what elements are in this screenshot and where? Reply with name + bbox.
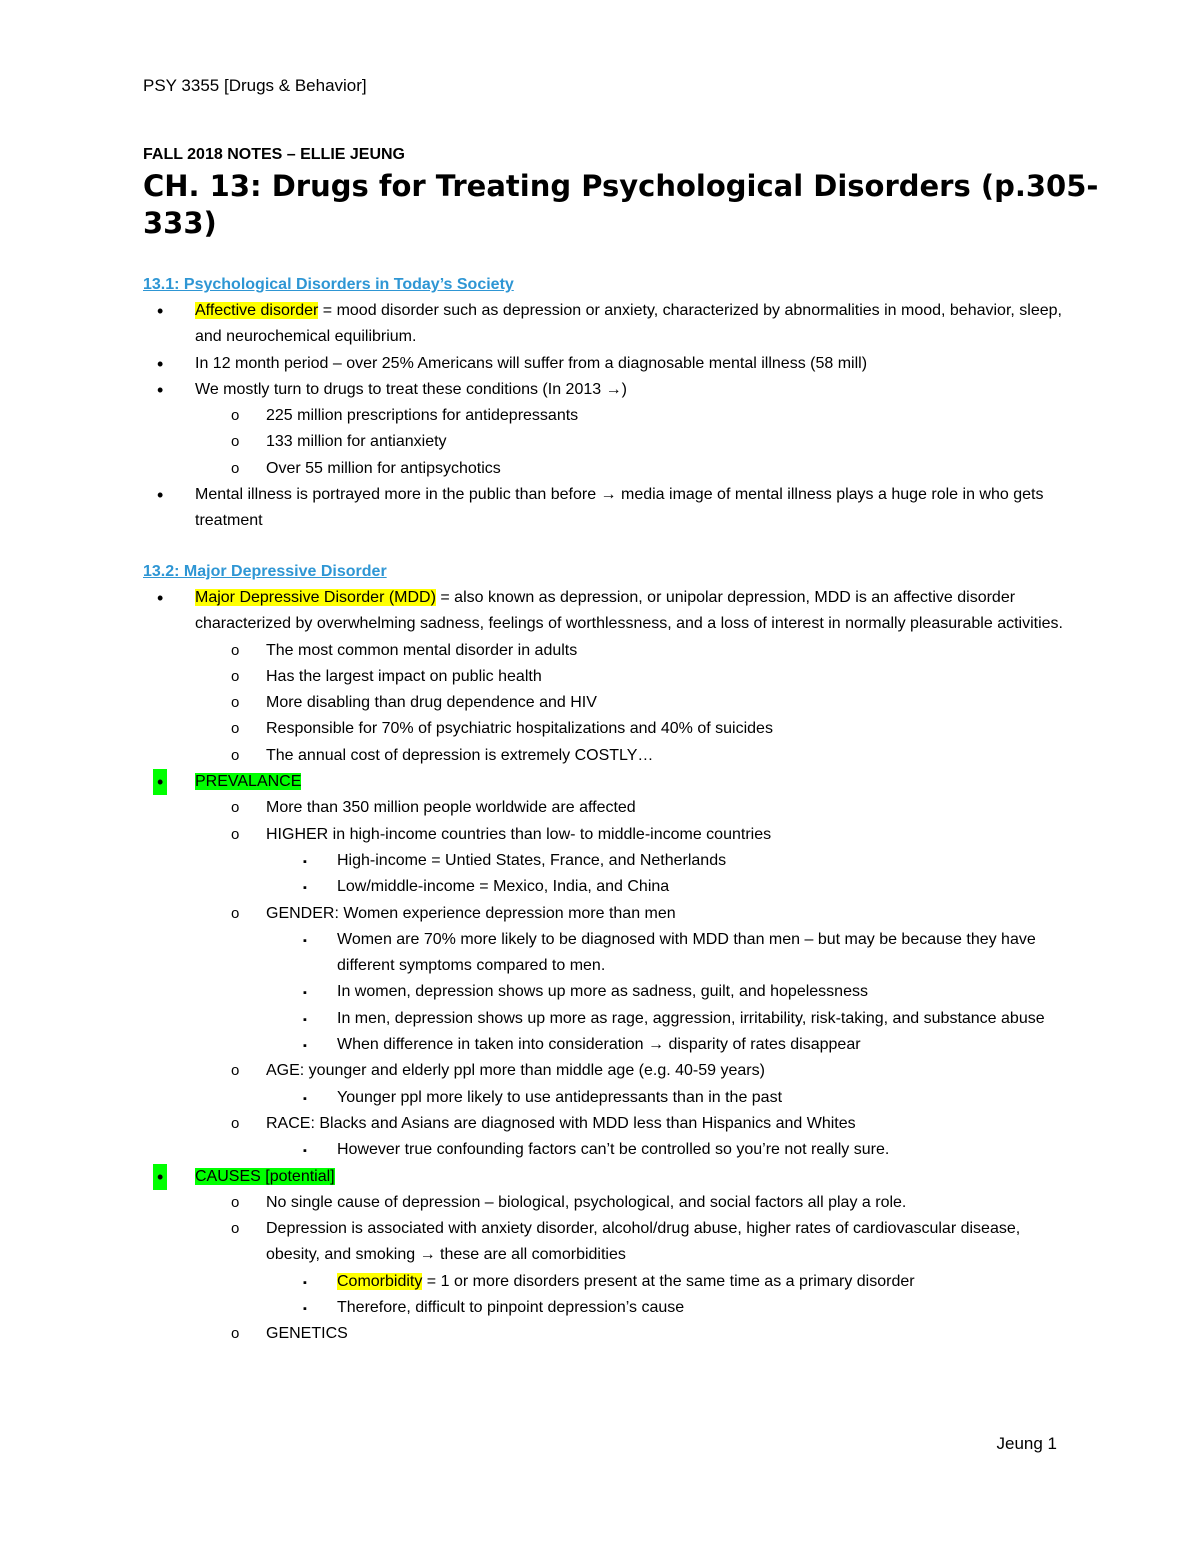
list-item-text: HIGHER in high-income countries than low- to middle-income countries: [266, 825, 772, 843]
bullet-icon: o: [231, 407, 240, 425]
bullet-icon: ▪: [303, 1276, 307, 1289]
bullet-icon: •: [157, 379, 164, 400]
list-item: [143, 979, 1067, 1005]
bullet-icon: ▪: [303, 934, 307, 947]
list-item: [143, 1321, 1067, 1347]
list-item: [143, 1295, 1067, 1321]
section-list: [143, 298, 1066, 535]
bullet-icon: o: [231, 433, 240, 451]
list-item-text: Women are 70% more likely to be diagnosed with MDD than men – but may be because they have different symptoms compared to men.: [337, 930, 1036, 975]
list-item: [143, 1190, 1067, 1216]
category-heading-prevalence: PREVALANCE: [195, 773, 302, 791]
list-item: [143, 298, 1066, 351]
list-item-text: GENETICS: [266, 1325, 348, 1343]
term-definition: = mood disorder such as depression or anxiety, characterized by abnormalities in mood, behavior, sleep, and neurochemical equilibrium.: [195, 302, 1062, 346]
term-highlight: Affective disorder: [195, 302, 319, 319]
list-item: [143, 901, 1067, 927]
list-item-text: More disabling than drug dependence and HIV: [266, 694, 597, 712]
list-item: [143, 1085, 1067, 1111]
bullet-icon: o: [231, 799, 240, 817]
list-item-text: In 12 month period – over 25% Americans will suffer from a diagnosable mental illness (58 mill): [195, 354, 868, 372]
list-item-text: Responsible for 70% of psychiatric hospitalizations and 40% of suicides: [266, 720, 773, 738]
list-item-text: More than 350 million people worldwide are affected: [266, 799, 636, 817]
list-item: [143, 769, 1067, 795]
list-item: [143, 1216, 1067, 1269]
list-item: [143, 429, 1066, 455]
list-item: [143, 377, 1066, 403]
bullet-icon: o: [231, 1220, 240, 1238]
list-item: [143, 1111, 1067, 1137]
bullet-icon: o: [231, 1325, 240, 1343]
list-item: [143, 743, 1067, 769]
bullet-icon: •: [157, 301, 164, 321]
list-item-text: However true confounding factors can’t be controlled so you’re not really sure.: [337, 1141, 890, 1159]
bullet-icon: o: [231, 694, 240, 712]
list-item-text: The most common mental disorder in adults: [266, 641, 578, 659]
bullet-icon: o: [231, 667, 240, 685]
bullet-icon: o: [231, 904, 240, 922]
list-item: [143, 874, 1067, 900]
term-highlight: Comorbidity: [337, 1272, 423, 1290]
bullet-icon: ▪: [303, 1040, 307, 1053]
list-item: [143, 664, 1067, 690]
list-item: [143, 482, 1066, 535]
list-item: [143, 1032, 1067, 1058]
bullet-icon: o: [231, 459, 240, 477]
list-item: [143, 456, 1066, 482]
list-item: [143, 403, 1066, 429]
category-heading-causes: CAUSES [potential]: [195, 1167, 335, 1185]
list-item: [143, 927, 1067, 980]
page-number: Jeung 1: [996, 1434, 1057, 1453]
chapter-title: CH. 13: Drugs for Treating Psychological Disorders (p.305-333): [143, 169, 1099, 240]
section-13-1: [143, 272, 1066, 535]
list-item-text: Low/middle-income = Mexico, India, and China: [337, 878, 670, 896]
list-item: [143, 638, 1067, 664]
list-item: [143, 822, 1067, 848]
bullet-icon: •: [157, 588, 164, 608]
list-item: [143, 1137, 1067, 1163]
list-item: [143, 1164, 1067, 1190]
list-item-text: RACE: Blacks and Asians are diagnosed with MDD less than Hispanics and Whites: [266, 1114, 856, 1132]
list-item: [143, 690, 1067, 716]
bullet-icon: o: [231, 720, 240, 738]
list-item: [143, 716, 1067, 742]
section-list: [143, 585, 1067, 1348]
bullet-icon: o: [231, 641, 240, 659]
term-definition: = 1 or more disorders present at the same time as a primary disorder: [422, 1272, 915, 1290]
list-item-text: 133 million for antianxiety: [266, 433, 447, 451]
list-item-text: When difference in taken into consideration → disparity of rates disappear: [337, 1036, 861, 1054]
bullet-icon: ▪: [303, 1303, 307, 1316]
bullet-icon: ▪: [303, 987, 307, 1000]
bullet-icon: o: [231, 1193, 240, 1211]
list-item: [143, 1269, 1067, 1295]
bullet-icon: o: [231, 1114, 240, 1132]
list-item-text: The annual cost of depression is extremely COSTLY…: [266, 746, 654, 764]
section-heading[interactable]: 13.1: Psychological Disorders in Today’s Society: [143, 276, 514, 293]
course-header: PSY 3355 [Drugs & Behavior]: [143, 76, 367, 95]
list-item-text: Younger ppl more likely to use antidepressants than in the past: [337, 1088, 783, 1106]
list-item-text: In men, depression shows up more as rage, aggression, irritability, risk-taking, and substance abuse: [337, 1009, 1045, 1027]
bullet-icon: ▪: [303, 1092, 307, 1105]
bullet-icon: •: [157, 353, 164, 374]
list-item: [143, 1006, 1067, 1032]
bullet-icon: o: [231, 1062, 240, 1080]
list-item-text: Therefore, difficult to pinpoint depression’s cause: [337, 1299, 685, 1317]
list-item-text: No single cause of depression – biological, psychological, and social factors all play a role.: [266, 1193, 907, 1211]
bullet-icon: ▪: [303, 855, 307, 868]
list-item: [143, 1058, 1067, 1084]
list-item: [143, 795, 1067, 821]
list-item-text: 225 million prescriptions for antidepressants: [266, 407, 579, 425]
list-item-text: We mostly turn to drugs to treat these conditions (In 2013 →): [195, 380, 627, 398]
list-item-text: Depression is associated with anxiety disorder, alcohol/drug abuse, higher rates of cardiovascular disease, obesity, and smoking → these are all comorbidities: [266, 1220, 1021, 1264]
bullet-icon: o: [231, 825, 240, 843]
term-highlight: Major Depressive Disorder (MDD): [195, 589, 436, 606]
notes-title: FALL 2018 NOTES – ELLIE JEUNG: [143, 146, 405, 163]
bullet-icon: ▪: [303, 882, 307, 895]
bullet-icon: ▪: [303, 1013, 307, 1026]
bullet-icon: •: [153, 769, 167, 795]
term-definition: = also known as depression, or unipolar depression, MDD is an affective disorder characterized by overwhelming sadness, feelings of worthlessness, and a loss of interest in normally pleasurable activities.: [195, 589, 1063, 633]
section-heading[interactable]: 13.2: Major Depressive Disorder: [143, 563, 387, 580]
list-item-text: High-income = Untied States, France, and Netherlands: [337, 851, 727, 869]
bullet-icon: •: [153, 1164, 167, 1190]
list-item: [143, 585, 1067, 638]
list-item-text: Mental illness is portrayed more in the public than before → media image of mental illness plays a huge role in who gets treatment: [195, 486, 1044, 530]
list-item-text: Over 55 million for antipsychotics: [266, 459, 501, 477]
bullet-icon: •: [157, 485, 164, 506]
list-item-text: GENDER: Women experience depression more than men: [266, 904, 676, 922]
list-item: [143, 351, 1066, 377]
bullet-icon: ▪: [303, 1145, 307, 1158]
bullet-icon: o: [231, 746, 240, 764]
list-item-text: AGE: younger and elderly ppl more than middle age (e.g. 40-59 years): [266, 1062, 765, 1080]
list-item-text: Has the largest impact on public health: [266, 667, 542, 685]
list-item: [143, 848, 1067, 874]
section-13-2: [143, 559, 1067, 1348]
list-item-text: In women, depression shows up more as sadness, guilt, and hopelessness: [337, 983, 868, 1001]
